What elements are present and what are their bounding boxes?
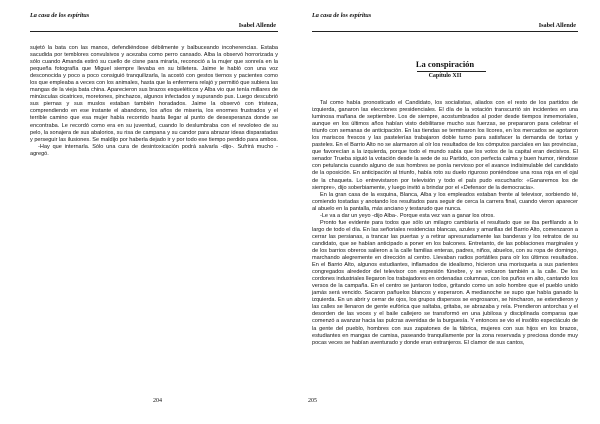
chapter-title: La conspiración [415, 59, 475, 69]
running-header-author: Isabel Allende [538, 22, 576, 29]
paragraph: En la gran casa de la esquina, Blanca, Alba y los empleados estaban frente al televisor, sorbiendo té, comiendo tostadas y anotando los resultados para seguir de cerca la carrera final, cuando vieron aparecer al abuelo en la pantalla, más anciano y testarudo que nunca. [312, 191, 578, 212]
paragraph: Pronto fue evidente para todos que sólo un milagro cambiaría el resultado que se iba perfilando a lo largo de todo el día. En las señoriales residencias blancas, azules y amarillas del Barrio Alto, comenzaron a cerrar las persianas, a trancar las puertas y a retirar apresuradamente las banderas y los retratos de su candidato, que se habían anticipado a poner en los balcones. Entretanto, de las poblaciones marginales y de los barrios obreros salieron a la calle familias enteras, padres, niños, abuelos, con su ropa de domingo, marchando alegremente en dirección al centro. Llevaban radios portátiles para oír los últimos resultados. En el Barrio Alto, algunos estudiantes, inflamados de idealismo, hicieron una morisqueta a sus parientes congregados alrededor del televisor con expresión fúnebre, y se volcaron también a la calle. De los cordones industriales llegaron los trabajadores en ordenadas columnas, con los puños en alto, cantando los versos de la campaña. En el centro se juntaron todos, gritando como un solo hombre que el pueblo unido jamás será vencido. Sacaron pañuelos blancos y esperaron. A medianoche se supo que había ganado la izquierda. En un abrir y cerrar de ojos, los grupos dispersos se engrosaron, se hincharon, se extendieron y las calles se llenaron de gente eufórica que saltaba, gritaba, se abrazaba y reía. Prendieron antorchas y el desorden de las voces y el baile callejero se transformó en una jubilosa y disciplinada comparsa que comenzó a avanzar hacia las pulcras avenidas de la burguesía. Y entonces se vio el insólito espectáculo de la gente del pueblo, hombres con sus zapatones de la fábrica, mujeres con sus hijos en los brazos, estudiantes en mangas de camisa, paseando tranquilamente por la zona reservada y preciosa donde muy pocas veces se habían aventurado y donde eran extranjeros. El clamor de sus cantos, [312, 219, 578, 346]
page-number: 205 [308, 398, 317, 404]
chapter-title-rule [417, 71, 486, 72]
right-page [300, 0, 600, 424]
paragraph: sujetó la bata con las manos, defendiéndose débilmente y balbuceando incoherencias. Estaba sacudida por temblores convulsivos y acezaba como perro cansado. Alba la observó horrorizada y sólo cuando Amanda estiró su cuello de cisne para mirarla, reconoció a la mujer que sonreía en la pequeña fotografía que Miguel siempre llevaba en su billetera. Jaime le habló con una voz desconocida y poco a poco consiguió tranquilizarla, la acostó con gestos tiernos y pacientes como los que empleaba a veces con los animales, hasta que la enfermera relajó y permitió que subiera las mangas de la vieja bata china. Aparecieron sus brazos esqueléticos y Alba vio que tenía millares de minúsculas cicatrices, moretones, pinchazos, algunos infectados y supurando pus. Luego descubrió sus piernas y sus muslos estaban también horadados. Jaime la observó con tristeza, comprendiendo en ese instante el abandono, los años de miseria, los enormes frustrados y el terrible camino que esa mujer había recorrido hasta llegar al punto de desesperanza donde se encontraba. Le recordó como era en su juventud, cuando lo deslumbraba con el revoloteo de su pelo, la sonajera de sus abalorios, su risa de campana y su candor para abrazar ideas disparatadas y perseguir las ilusiones. Se maldijo por haberla dejado ir y por todo ese tiempo perdido para ambos. [30, 45, 278, 143]
chapter-subtitle: Capítulo XII [428, 73, 462, 79]
body-text [312, 100, 578, 347]
running-header-title: La casa de los espíritus [30, 12, 90, 19]
page-number: 204 [153, 398, 162, 404]
paragraph: Tal como había pronosticado el Candidato, los socialistas, aliados con el resto de los partidos de izquierda, ganaron las elecciones presidenciales. El día de la votación transcurrió sin incidentes en una luminosa mañana de septiembre. Los de siempre, acostumbrados al poder desde tiempos inmemoriales, aunque en los últimos años habían visto debilitarse mucho sus fuerzas, se prepararon para celebrar el triunfo con semanas de anticipación. En las tiendas se terminaron los licores, en los mercados se agotaron los mariscos frescos y las pastelerías trabajaron doble turno para satisfacer la demanda de tortas y pasteles. En el Barrio Alto no se alarmaron al oír los resultados de los cómputos parciales en las provincias, que favorecían a la izquierda, porque todo el mundo sabía que los votos de la capital eran decisivos. El senador Trueba siguió la votación desde la sede de su Partido, con perfecta calma y buen humor, riéndose con petulancia cuando alguno de sus hombres se ponía nervioso por el avance indisimulable del candidato de la oposición. En anticipación al triunfo, había roto su duelo riguroso poniéndose una rosa roja en el ojal de la chaqueta. Lo entrevistaron por televisión y todo el país pudo escucharlo: «Ganaremos los de siempre», dijo soberbiamente, y luego invitó a brindar por el «Defensor de la democracia». [312, 100, 578, 191]
running-header-author: Isabel Allende [238, 22, 276, 29]
running-header-title: La casa de los espíritus [312, 12, 372, 19]
paragraph: -Le va a dar un yeyo -dijo Alba-. Porque esta vez van a ganar los otros. [320, 212, 495, 219]
header-rule [30, 31, 278, 32]
body-text [30, 45, 278, 158]
paragraph: -Hay que internarla. Sólo una cura de desintoxicación podrá salvarla -dijo-. Sufrirá mucho -agregó. [30, 143, 278, 157]
header-rule [312, 31, 578, 32]
